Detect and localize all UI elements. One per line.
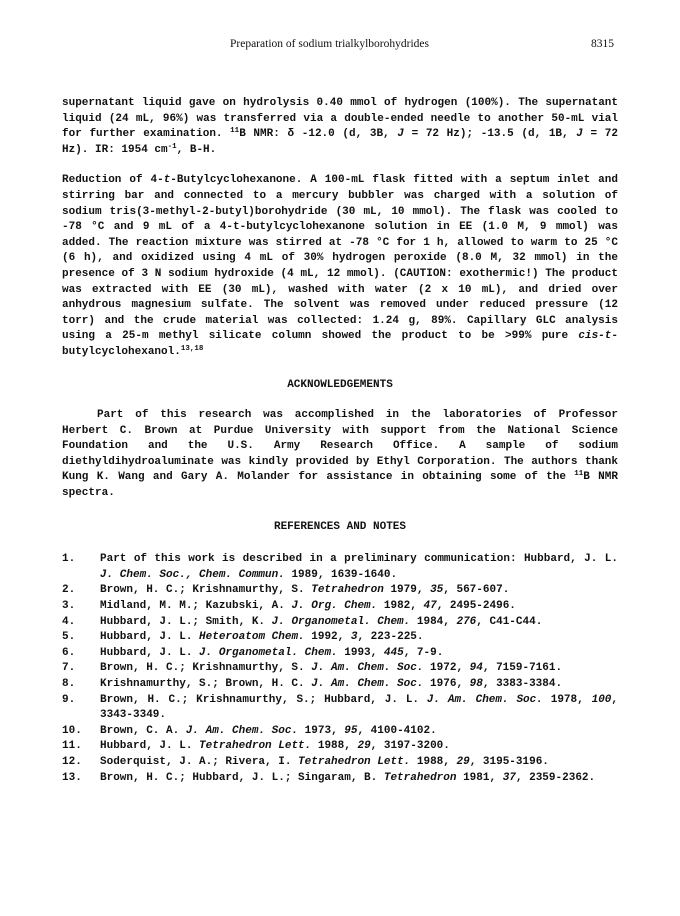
reference-item [62,661,618,677]
reference-number: 8. [62,678,76,690]
page-header [0,38,680,54]
reference-item [62,755,618,771]
reference-number: 7. [62,662,76,675]
superscript: -1 [167,142,177,151]
paragraph-hydrolysis [62,96,618,158]
reference-number: 9. [62,693,76,706]
reference-text: Midland, M. M.; Kazubski, A. J. Org. Chem. 1982, 47, 2495-2496. [100,600,516,613]
reference-number: 3. [62,600,76,613]
reference-number: 11. [62,740,82,753]
reference-text: Brown, H. C.; Krishnamurthy, S. J. Am. Chem. Soc. 1972, 94, 7159-7161. [100,662,563,675]
reference-text: Hubbard, J. L. J. Organometal. Chem. 1993, 445, 7-9. [100,646,444,659]
reference-item [62,724,618,740]
reference-list [62,552,618,786]
reference-item [62,630,618,646]
reference-number: 12. [62,755,82,768]
text-run: = 72 Hz). IR: 1954 cm [62,128,619,156]
reference-number: 5. [62,631,76,644]
reference-number: 13. [62,771,82,784]
reference-item [62,599,618,615]
page-number: 8315 [591,38,614,50]
reference-number: 2. [62,584,76,597]
reference-text: Krishnamurthy, S.; Brown, H. C. J. Am. Chem. Soc. 1976, 98, 3383-3384. [100,678,563,690]
superscript: 11 [574,470,584,479]
reference-item [62,677,618,693]
text-run: supernatant liquid gave on hydrolysis 0.40 mmol of hydrogen (100%). The supernatant liquid (24 mL, 96%) was transferred via a double-ended needle to another 50-mL vial for further examination. [62,97,618,141]
text-run: B NMR spectra. [62,471,618,500]
reference-text: Soderquist, J. A.; Rivera, I. Tetrahedron Lett. 1988, 29, 3195-3196. [100,755,549,768]
reference-text: Part of this work is described in a preliminary communication: Hubbard, J. L. J. Chem. Soc., Chem. Commun. 1989, 1639-1640. [100,553,618,581]
reference-text: Brown, H. C.; Krishnamurthy, S.; Hubbard, J. L. J. Am. Chem. Soc. 1978, 100, 3343-3349. [100,693,619,722]
acknowledgements-text [62,408,618,502]
reference-text: Brown, H. C.; Hubbard, J. L.; Singaram, B. Tetrahedron 1981, 37, 2359-2362. [100,771,596,784]
reference-text: Brown, H. C.; Krishnamurthy, S. Tetrahedron 1979, 35, 567-607. [100,584,510,597]
reduction-title: Reduction of 4-t-Butylcyclohexanone. [62,174,303,187]
reference-text: Brown, C. A. J. Am. Chem. Soc. 1973, 95, 4100-4102. [100,724,437,737]
italic-j: J [397,128,404,141]
text-run: , B-H. [176,143,217,156]
text-run: B NMR: δ -12.0 (d, 3B, [239,128,398,141]
references-heading: REFERENCES AND NOTES [273,520,407,533]
running-title: Preparation of sodium trialkylborohydrides [230,38,429,50]
reference-number: 4. [62,615,76,628]
reference-item [62,771,618,787]
reference-item [62,739,618,755]
reference-item [62,583,618,599]
reference-text: Hubbard, J. L. Heteroatom Chem. 1992, 3, 223-225. [100,631,424,644]
reference-number: 1. [62,553,76,566]
reference-number: 6. [62,646,76,659]
reference-text: Hubbard, J. L. Tetrahedron Lett. 1988, 29, 3197-3200. [100,740,450,753]
reference-item [62,615,618,631]
reference-item [62,552,618,583]
reference-number: 10. [62,724,82,737]
reference-item [62,693,618,724]
text-run: Part of this research was accomplished in the laboratories of Professor Herbert C. Brown at Purdue University with support from the National Science Foundation and the U.S. Army Research Office. A sample of sodium diethyldihydroaluminate was kindly provided by Ethyl Corporation. The authors thank Kung K. Wang and Gary A. Molander for assistance in obtaining some of the [62,409,618,484]
article-body [62,96,618,786]
acknowledgements-heading: ACKNOWLEDGEMENTS [287,378,393,391]
superscript: 13,18 [180,344,204,353]
text-run: A 100-mL flask fitted with a septum inlet and stirring bar and connected to a mercury bubbler was charged with a solution of sodium tris(3-methyl-2-butyl)borohydride (30 mL, 10 mmol). The flask was cooled to -78 °C and 9 mL of a 4-t-butylcyclohexanone solution in EE (1.0 M, 9 mmol) was added. The reaction mixture was stirred at -78 °C for 1 h, allowed to warm to 25 °C (6 h), and oxidized using 4 mL of 30% hydrogen peroxide (8.0 M, 32 mmol) in the presence of 3 N sodium hydroxide (4 mL, 12 mmol). (CAUTION: exothermic!) The product was extracted with EE (30 mL), washed with water (2 x 10 mL), and dried over anhydrous magnesium sulfate. The solvent was removed under reduced pressure (12 torr) and the crude material was collected: 1.24 g, 89%. Capillary GLC analysis using a 25-m methyl silicate column showed the product to be >99% pure [62,174,618,343]
italic-text: cis-t [578,330,612,343]
superscript: 11 [230,127,240,136]
paragraph-reduction [62,173,618,360]
italic-j: J [576,128,583,141]
text-run: -butylcyclohexanol. [62,330,618,358]
text-run: = 72 Hz); -13.5 (d, 1B, [403,128,577,141]
reference-item [62,646,618,662]
reference-text: Hubbard, J. L.; Smith, K. J. Organometal. Chem. 1984, 276, C41-C44. [100,615,543,628]
